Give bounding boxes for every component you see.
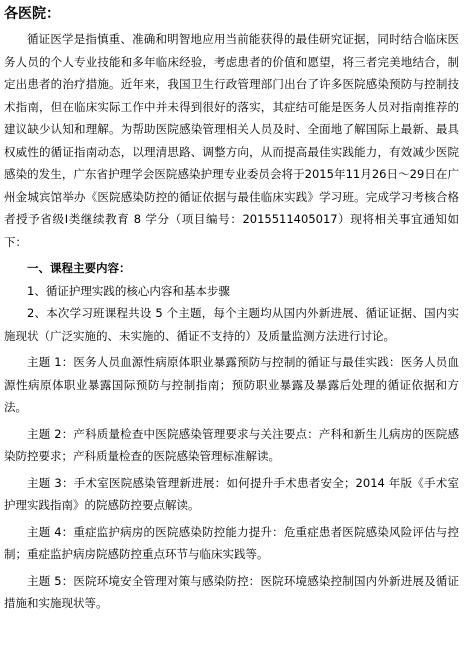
theme-item: 主题 5：医院环境安全管理对策与感染防控：医院环境感染控制国内外新进展及循证措施和实施现状等。 (4, 573, 459, 610)
list-item: 2、本次学习班课程共设 5 个主题，每个主题均从国内外新进展、循证证据、国内实施现状（广泛实施的、未实施的、循证不支持的）及质量监测方法进行讨论。 (4, 306, 459, 343)
theme-item: 主题 3：手术室医院感染管理新进展：如何提升手术患者安全；2014 年版《手术室护理实践指南》的院感防控要点解读。 (4, 475, 459, 512)
intro-paragraph: 循证医学是指慎重、准确和明智地应用当前能获得的最佳研究证据，同时结合临床医务人员的个人专业技能和多年临床经验，考虑患者的价值和愿望，将三者完美地结合，制定出患者的治疗措施。近年来，我国卫生行政管理部门出台了许多医院感染预防与控制技术指南，但在临床实际工作中并未得到很好的落实，其症结可能是医务人员对指南推荐的建议缺少认知和理解。为帮助医院感染管理相关人员及时、全面地了解国际上最新、最具权威性的循证指南动态，以理清思路、调整方向，从而提高最佳实践能力，有效减少医院感染的发生，广东省护理学会医院感染护理专业委员会将于2015年11月26日～29日在广州金城宾馆举办《医院感染防控的循证依据与最佳临床实践》学习班。完成学习考核合格者授予省级Ⅰ类继续教育 8 学分（项目编号：2015511405017）现将相关事宜通知如下： (4, 32, 459, 249)
theme-item: 主题 1：医务人员血源性病原体职业暴露预防与控制的循证与最佳实践：医务人员血源性病原体职业暴露国际预防与控制指南；预防职业暴露及暴露后处理的循证依据和方法。 (4, 355, 459, 414)
theme-item: 主题 2：产科质量检查中医院感染管理要求与关注要点：产科和新生儿病房的医院感染防控要求；产科质量检查的医院感染管理标准解读。 (4, 426, 459, 463)
theme-item: 主题 4：重症监护病房的医院感染防控能力提升：危重症患者医院感染风险评估与控制；重症监护病房院感防控重点环节与临床实践等。 (4, 524, 459, 561)
salutation: 各医院： (4, 6, 60, 22)
section-title-course-content: 一、课程主要内容： (27, 261, 131, 275)
list-item: 1、循证护理实践的核心内容和基本步骤 (27, 283, 230, 298)
